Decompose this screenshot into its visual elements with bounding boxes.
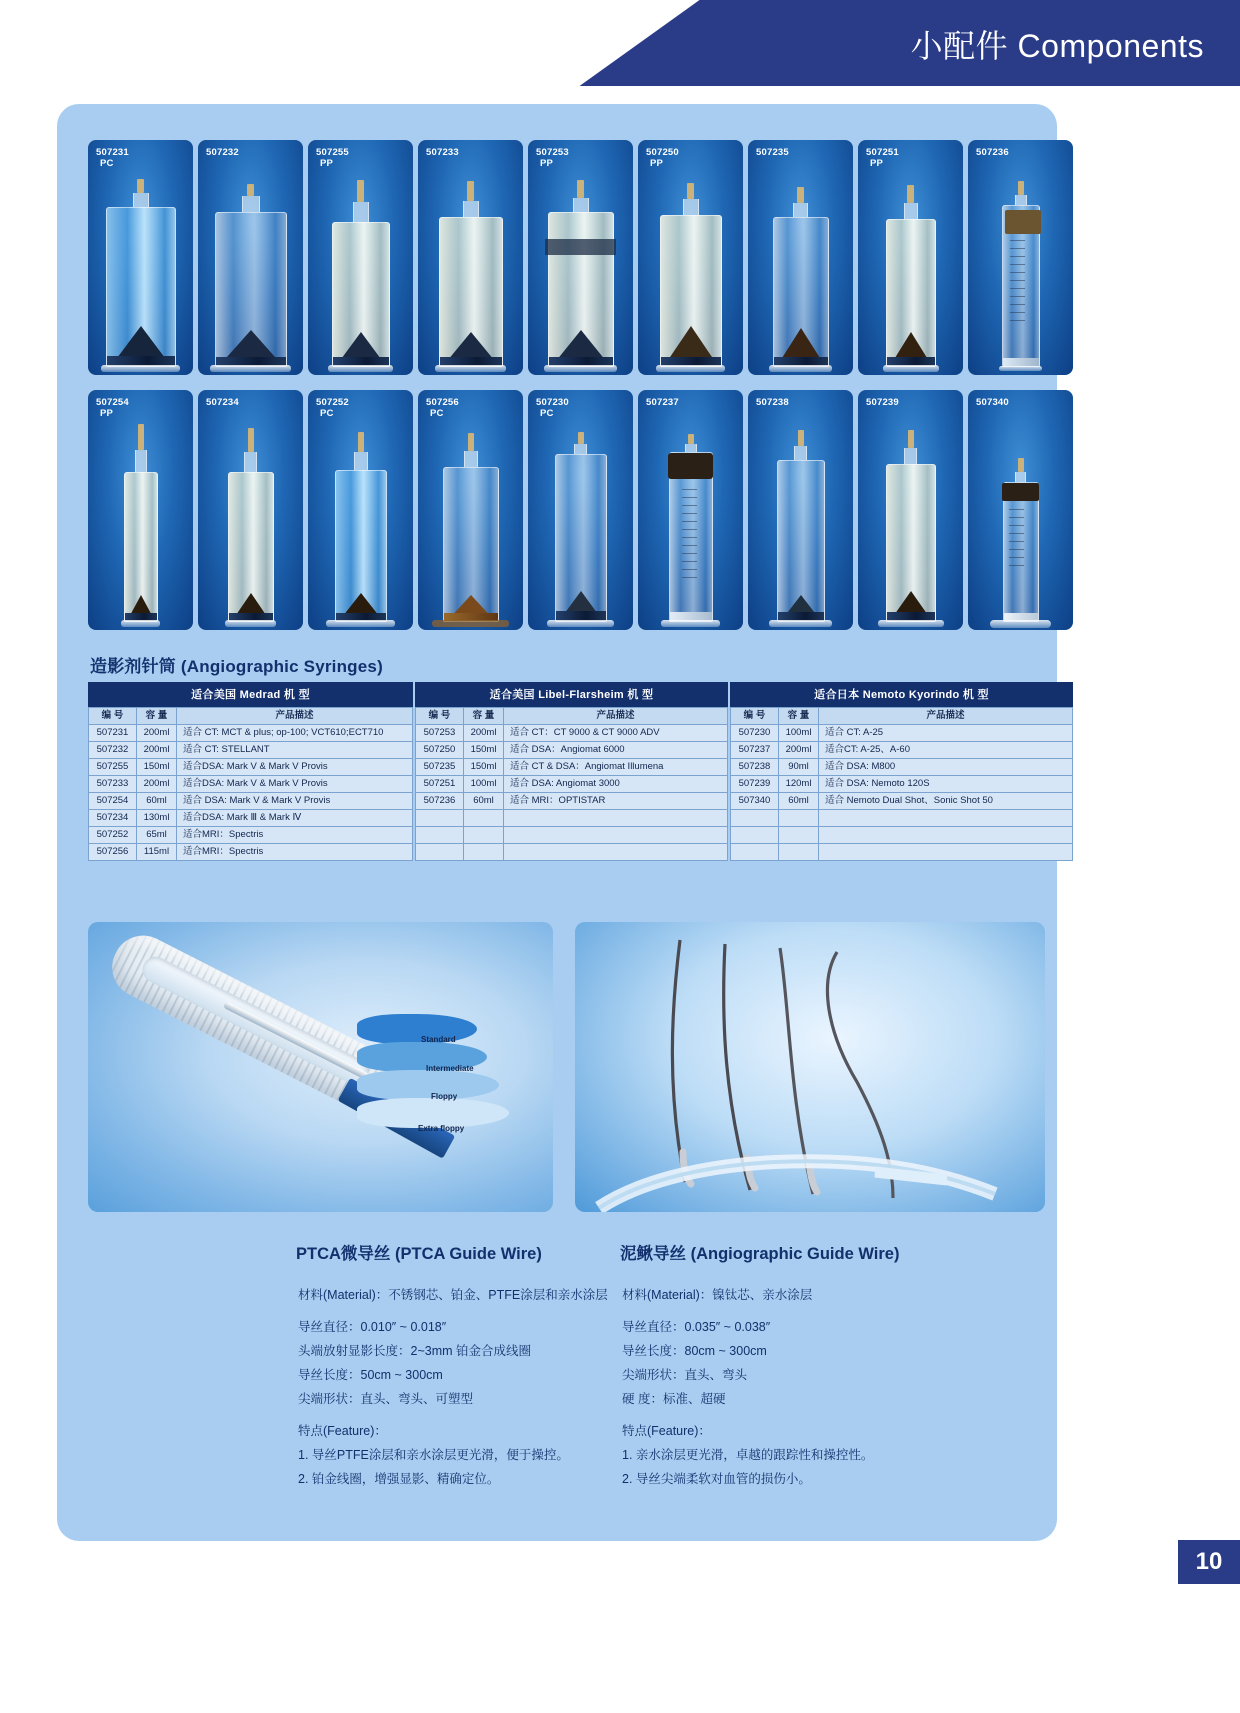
table-row: 507252 65ml 适合MRI：Spectris bbox=[89, 827, 413, 844]
col-code: 编 号 bbox=[416, 708, 464, 725]
table-caption: 适合美国 Libel-Flarsheim 机 型 bbox=[415, 682, 728, 707]
spec-table-medrad bbox=[88, 682, 413, 861]
product-code: 507237 bbox=[646, 397, 679, 408]
product-card bbox=[638, 140, 743, 375]
graduation-marks bbox=[682, 489, 708, 605]
ptca-line-diameter: 导丝直径：0.010″ ~ 0.018″ bbox=[298, 1320, 447, 1334]
col-vol: 容 量 bbox=[779, 708, 819, 725]
syringe-illustration bbox=[124, 424, 158, 622]
syringe-illustration bbox=[548, 180, 614, 367]
syringe-illustration bbox=[215, 184, 287, 367]
angio-feature-1: 1. 亲水涂层更光滑，卓越的跟踪性和操控性。 bbox=[622, 1448, 874, 1462]
table-row: 507256 115ml 适合MRI：Spectris bbox=[89, 844, 413, 861]
product-code: 507255 PP bbox=[316, 147, 349, 169]
spec-table-liebel-flarsheim bbox=[415, 682, 728, 861]
tip-stiffness-fan bbox=[357, 1008, 527, 1158]
table-row: 507234 130ml 适合DSA: Mark Ⅲ & Mark Ⅳ bbox=[89, 810, 413, 827]
syringe-illustration bbox=[1002, 181, 1040, 367]
col-vol: 容 量 bbox=[137, 708, 177, 725]
product-code: 507340 bbox=[976, 397, 1009, 408]
product-code: 507238 bbox=[756, 397, 789, 408]
table-row: 507231 200ml 适合 CT: MCT & plus; op-100; VCT610;ECT710 bbox=[89, 725, 413, 742]
product-card bbox=[968, 390, 1073, 630]
table-caption: 适合日本 Nemoto Kyorindo 机 型 bbox=[730, 682, 1073, 707]
table-row: 507237 200ml 适合CT: A-25、A-60 bbox=[731, 742, 1073, 759]
product-card bbox=[858, 390, 963, 630]
ptca-line-material: 材料(Material)：不锈钢芯、铂金、PTFE涂层和亲水涂层 bbox=[298, 1288, 608, 1302]
product-card bbox=[198, 390, 303, 630]
table-row: 507236 60ml 适合 MRI：OPTISTAR bbox=[416, 793, 728, 810]
product-card bbox=[418, 140, 523, 375]
table-row bbox=[416, 810, 728, 827]
product-code: 507235 bbox=[756, 147, 789, 158]
ptca-guidewire-photo bbox=[88, 922, 553, 1212]
syringe-illustration bbox=[106, 179, 176, 367]
fan-label-standard: Standard bbox=[421, 1035, 456, 1044]
product-code: 507234 bbox=[206, 397, 239, 408]
ptca-line-radiopaque: 头端放射显影长度：2~3mm 铂金合成线圈 bbox=[298, 1344, 532, 1358]
table-row: 507251 100ml 适合 DSA: Angiomat 3000 bbox=[416, 776, 728, 793]
page-title: 小配件 Components bbox=[910, 28, 1204, 64]
spec-table-nemoto bbox=[730, 682, 1073, 861]
header-bar-angle bbox=[580, 0, 700, 86]
product-card bbox=[88, 390, 193, 630]
ptca-line-tipshape: 尖端形状：直头、弯头、可塑型 bbox=[298, 1392, 474, 1406]
syringe-illustration bbox=[777, 430, 825, 622]
fan-blade-floppy bbox=[357, 1070, 499, 1100]
table-row: 507255 150ml 适合DSA: Mark V & Mark V Provis bbox=[89, 759, 413, 776]
product-card bbox=[528, 140, 633, 375]
product-code: 507232 bbox=[206, 147, 239, 158]
table-caption: 适合美国 Medrad 机 型 bbox=[88, 682, 413, 707]
syringe-illustration bbox=[1003, 458, 1039, 622]
product-card bbox=[88, 140, 193, 375]
syringe-illustration bbox=[335, 432, 387, 622]
page-header bbox=[0, 0, 1240, 86]
product-code: 507231 PC bbox=[96, 147, 129, 169]
table-row: 507340 60ml 适合 Nemoto Dual Shot、Sonic Shot 50 bbox=[731, 793, 1073, 810]
table-header-row bbox=[89, 708, 413, 725]
product-code: 507253 PP bbox=[536, 147, 569, 169]
table-row bbox=[731, 827, 1073, 844]
angio-line-tipshape: 尖端形状：直头、弯头 bbox=[622, 1368, 748, 1382]
angio-line-material: 材料(Material)：镍钛芯、亲水涂层 bbox=[622, 1288, 813, 1302]
graduation-marks bbox=[1009, 509, 1035, 599]
table-row bbox=[416, 827, 728, 844]
syringe-illustration bbox=[443, 433, 499, 622]
table-row: 507250 150ml 适合 DSA：Angiomat 6000 bbox=[416, 742, 728, 759]
product-code: 507251 PP bbox=[866, 147, 899, 169]
syringe-section-title: 造影剂针筒 (Angiographic Syringes) bbox=[90, 657, 383, 676]
ptca-feature-1: 1. 导丝PTFE涂层和亲水涂层更光滑，便于操控。 bbox=[298, 1448, 569, 1462]
syringe-illustration bbox=[555, 432, 607, 622]
table-row: 507239 120ml 适合 DSA: Nemoto 120S bbox=[731, 776, 1073, 793]
product-card bbox=[308, 390, 413, 630]
table-header-row bbox=[416, 708, 728, 725]
product-card bbox=[968, 140, 1073, 375]
table-row: 507253 200ml 适合 CT：CT 9000 & CT 9000 ADV bbox=[416, 725, 728, 742]
table-header-row bbox=[731, 708, 1073, 725]
ptca-feature-2: 2. 铂金线圈，增强显影、精确定位。 bbox=[298, 1472, 500, 1486]
table-row bbox=[731, 810, 1073, 827]
table-row bbox=[731, 844, 1073, 861]
col-desc: 产品描述 bbox=[504, 708, 728, 725]
product-code: 507230 PC bbox=[536, 397, 569, 419]
product-code: 507254 PP bbox=[96, 397, 129, 419]
product-card bbox=[638, 390, 743, 630]
product-card bbox=[418, 390, 523, 630]
syringe-illustration bbox=[886, 430, 936, 622]
product-code: 507239 bbox=[866, 397, 899, 408]
product-code: 507250 PP bbox=[646, 147, 679, 169]
fan-label-extra-floppy: Extra floppy bbox=[418, 1124, 465, 1133]
angio-line-length: 导丝长度：80cm ~ 300cm bbox=[622, 1344, 767, 1358]
page-number: 10 bbox=[1178, 1540, 1240, 1584]
fan-blade-standard bbox=[357, 1014, 477, 1044]
angio-line-diameter: 导丝直径：0.035″ ~ 0.038″ bbox=[622, 1320, 771, 1334]
guidewires-illustration bbox=[575, 922, 1045, 1212]
angio-line-stiffness: 硬 度：标准、超硬 bbox=[622, 1392, 726, 1406]
table-row: 507254 60ml 适合 DSA: Mark V & Mark V Provis bbox=[89, 793, 413, 810]
table-row bbox=[416, 844, 728, 861]
table-row: 507232 200ml 适合 CT: STELLANT bbox=[89, 742, 413, 759]
table-row: 507233 200ml 适合DSA: Mark V & Mark V Provis bbox=[89, 776, 413, 793]
syringe-illustration bbox=[660, 183, 722, 367]
col-vol: 容 量 bbox=[464, 708, 504, 725]
product-code: 507233 bbox=[426, 147, 459, 158]
graduation-marks bbox=[1010, 240, 1036, 350]
angiographic-guidewire-photo bbox=[575, 922, 1045, 1212]
product-card bbox=[308, 140, 413, 375]
ptca-title: PTCA微导丝 (PTCA Guide Wire) bbox=[296, 1245, 542, 1263]
syringe-illustration bbox=[773, 187, 829, 367]
syringe-illustration bbox=[332, 180, 390, 367]
product-card bbox=[198, 140, 303, 375]
syringe-illustration bbox=[886, 185, 936, 367]
product-card bbox=[858, 140, 963, 375]
fan-label-intermediate: Intermediate bbox=[426, 1064, 474, 1073]
angio-specs bbox=[622, 1283, 1052, 1491]
syringe-illustration bbox=[439, 181, 503, 367]
col-code: 编 号 bbox=[731, 708, 779, 725]
product-code: 507252 PC bbox=[316, 397, 349, 419]
col-desc: 产品描述 bbox=[819, 708, 1073, 725]
fan-label-floppy: Floppy bbox=[431, 1092, 458, 1101]
product-code: 507236 bbox=[976, 147, 1009, 158]
angio-title: 泥鳅导丝 (Angiographic Guide Wire) bbox=[620, 1245, 900, 1263]
syringe-illustration bbox=[228, 428, 274, 622]
product-card bbox=[528, 390, 633, 630]
table-row: 507235 150ml 适合 CT & DSA：Angiomat Illumena bbox=[416, 759, 728, 776]
product-card bbox=[748, 390, 853, 630]
ptca-feature-heading: 特点(Feature)： bbox=[298, 1424, 387, 1438]
angio-feature-heading: 特点(Feature)： bbox=[622, 1424, 711, 1438]
table-row: 507230 100ml 适合 CT: A-25 bbox=[731, 725, 1073, 742]
table-row: 507238 90ml 适合 DSA: M800 bbox=[731, 759, 1073, 776]
ptca-line-length: 导丝长度：50cm ~ 300cm bbox=[298, 1368, 443, 1382]
product-card bbox=[748, 140, 853, 375]
syringe-illustration bbox=[669, 434, 713, 622]
angio-feature-2: 2. 导丝尖端柔软对血管的损伤小。 bbox=[622, 1472, 811, 1486]
product-code: 507256 PC bbox=[426, 397, 459, 419]
col-desc: 产品描述 bbox=[177, 708, 413, 725]
col-code: 编 号 bbox=[89, 708, 137, 725]
